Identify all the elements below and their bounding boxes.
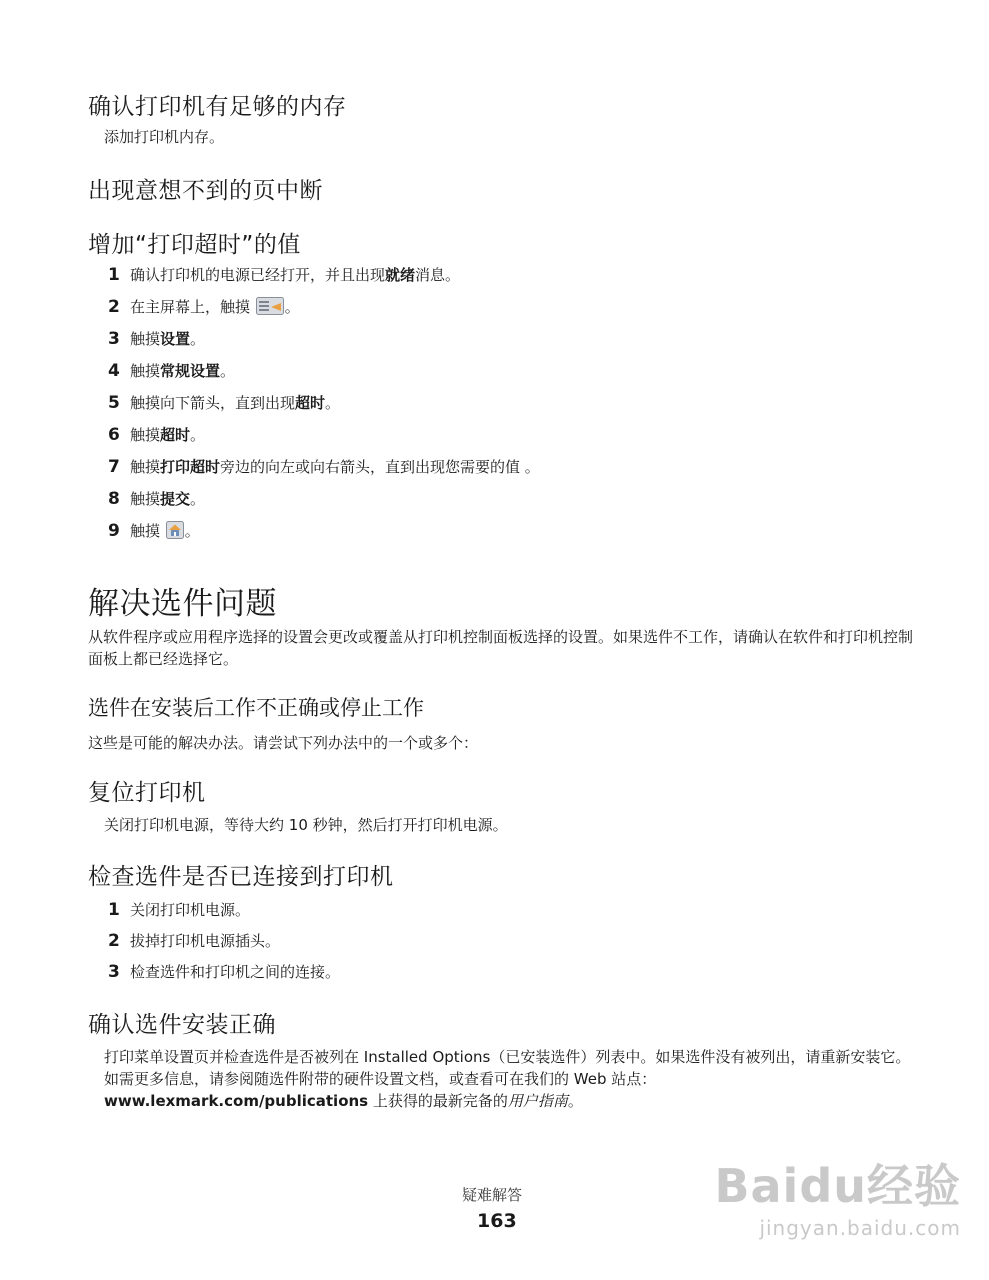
- options-intro-text: 从软件程序或应用程序选择的设置会更改或覆盖从打印机控制面板选择的设置。如果选件不工作，请确认在软件和打印机控制面板上都已经选择它。: [88, 628, 914, 668]
- heading-verify-installation: 确认选件安装正确: [88, 1012, 276, 1038]
- step-number: 2: [108, 931, 120, 951]
- not-working-text: 这些是可能的解决办法。请尝试下列办法中的一个或多个：: [88, 734, 479, 752]
- list-item: 6 触摸超时。: [108, 425, 206, 445]
- list-item: 7 触摸打印超时旁边的向左或向右箭头，直到出现您需要的值 。: [108, 457, 540, 477]
- reset-text: 关闭打印机电源，等待大约 10 秒钟，然后打开打印机电源。: [104, 816, 508, 834]
- footer-chapter-title: 疑难解答: [462, 1186, 523, 1204]
- step-number: 4: [108, 361, 120, 381]
- list-item: 9 触摸 。: [108, 521, 200, 541]
- step-number: 6: [108, 425, 120, 445]
- step-number: 3: [108, 329, 120, 349]
- list-item: 4 触摸常规设置。: [108, 361, 236, 381]
- step-number: 8: [108, 489, 120, 509]
- heading-check-connection: 检查选件是否已连接到打印机: [88, 864, 394, 890]
- settings-menu-icon: [256, 297, 284, 319]
- list-item: 1 关闭打印机电源。: [108, 900, 251, 920]
- list-item: 2 拔掉打印机电源插头。: [108, 931, 281, 951]
- heading-reset-printer: 复位打印机: [88, 780, 206, 806]
- step-number: 1: [108, 900, 120, 920]
- list-item: 8 触摸提交。: [108, 489, 206, 509]
- baidu-watermark: [714, 1150, 961, 1240]
- step-number: 9: [108, 521, 120, 541]
- page-number: 163: [477, 1210, 517, 1232]
- list-item: 2 在主屏幕上，触摸 。: [108, 297, 300, 317]
- heading-increase-timeout: 增加“打印超时”的值: [88, 232, 301, 258]
- heading-unexpected-page-break: 出现意想不到的页中断: [88, 178, 323, 204]
- memory-text: 添加打印机内存。: [104, 128, 225, 146]
- lexmark-publications-link[interactable]: www.lexmark.com/publications: [104, 1092, 369, 1110]
- heading-solve-option-problems: 解决选件问题: [88, 586, 277, 622]
- heading-option-not-working: 选件在安装后工作不正确或停止工作: [88, 696, 424, 720]
- list-item: 5 触摸向下箭头，直到出现超时。: [108, 393, 341, 413]
- home-icon: [166, 521, 184, 543]
- list-item: 1 确认打印机的电源已经打开，并且出现就绪消息。: [108, 265, 461, 285]
- heading-ensure-memory: 确认打印机有足够的内存: [88, 94, 347, 120]
- verify-installation-text: 打印菜单设置页并检查选件是否被列在 Installed Options（已安装选件）列表中。如果选件没有被列出，请重新安装它。如需更多信息，请参阅随选件附带的硬件设置文档，或查看可在我们的 Web 站点：www.lexmark.com/publications 上获得的最新完备的用户指南。: [104, 1048, 911, 1110]
- step-number: 2: [108, 297, 120, 317]
- watermark-url: jingyan.baidu.com: [759, 1216, 961, 1240]
- list-item: 3 触摸设置。: [108, 329, 206, 349]
- list-item: 3 检查选件和打印机之间的连接。: [108, 962, 341, 982]
- watermark-logo: Baidu经验: [714, 1159, 961, 1213]
- step-number: 5: [108, 393, 120, 413]
- step-number: 1: [108, 265, 120, 285]
- step-number: 7: [108, 457, 120, 477]
- step-number: 3: [108, 962, 120, 982]
